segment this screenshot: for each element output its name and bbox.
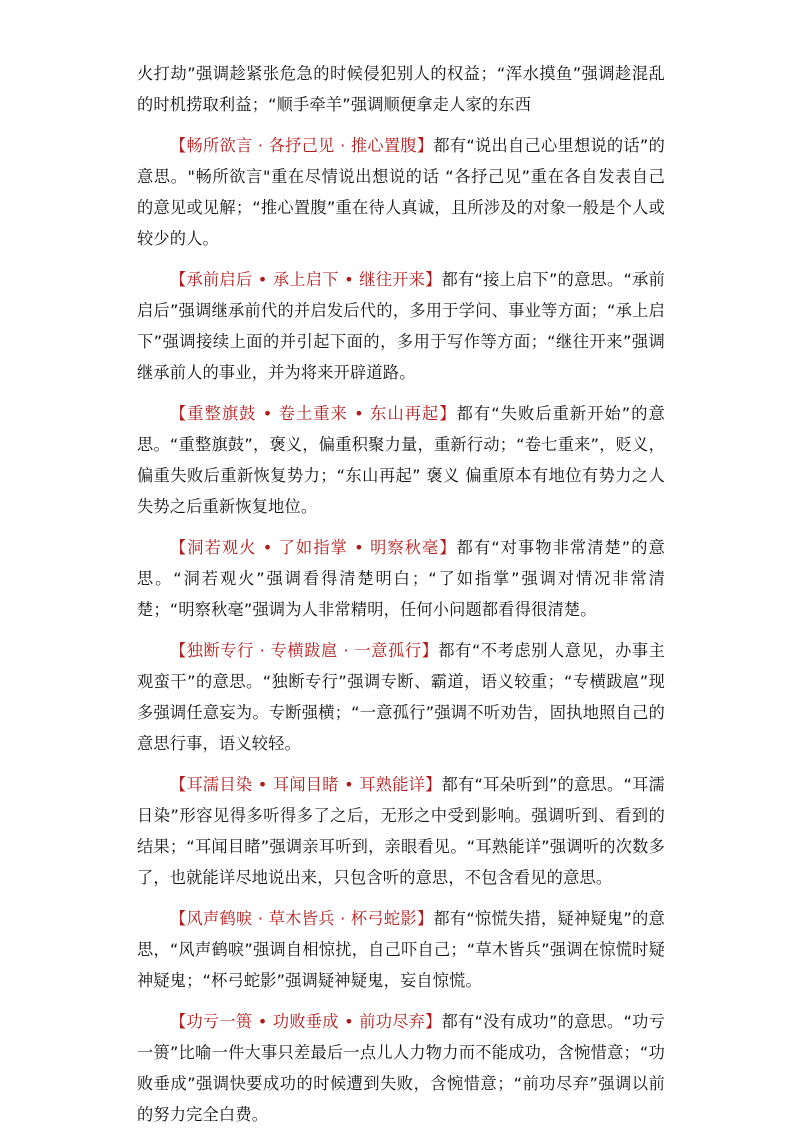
paragraph-text: 都有“惊慌失措，疑神疑鬼”的意思，“风声鹤唳”强调自相惊扰，自己吓自己；“草木皆兵”强调在惊慌时疑神疑鬼；“杯弓蛇影”强调疑神疑鬼，妄自惊慌。 (137, 909, 665, 990)
idiom-group-title: 【独断专行 · 专横跋扈 · 一意孤行】 (170, 641, 439, 660)
idiom-group-title: 【风声鹤唳 · 草木皆兵 · 杯弓蛇影】 (170, 909, 434, 928)
idiom-group-title: 【耳濡目染 • 耳闻目睹 • 耳熟能详】 (170, 775, 442, 794)
paragraph-chengqianqihou (137, 264, 665, 388)
idiom-group-title: 【畅所欲言 · 各抒己见 · 推心置腹】 (170, 136, 434, 155)
document-page (137, 58, 665, 1140)
paragraph-text: 都有“不考虑别人意见，办事主观蛮干”的意思。“独断专行”强调专断、霸道，语义较重；“专横跋扈”现多强调任意妄为。专断强横；“一意孤行”强调不听劝告，固执地照自己的意思行事，语义较轻。 (137, 641, 666, 753)
paragraph-text: 都有“没有成功”的意思。“功亏一篑”比喻一件大事只差最后一点儿人力物力而不能成功，含惋惜意；“功败垂成”强调快要成功的时候遭到失败，含惋惜意；“前功尽弃”强调以前的努力完全白费。 (137, 1012, 665, 1124)
paragraph-dongruoguanhuo (137, 532, 665, 625)
paragraph-duduanzhuanxing (137, 635, 665, 759)
paragraph-continuation (137, 58, 665, 120)
paragraph-text: 都有“接上启下”的意思。“承前启后”强调继承前代的并启发后代的，多用于学问、事业等方面；“承上启下”强调接续上面的并引起下面的，多用于写作等方面；“继往开来”强调继承前人的事业，并为将来开辟道路。 (137, 270, 665, 382)
paragraph-changsuoyuyan (137, 130, 665, 254)
paragraph-erruomuran (137, 769, 665, 893)
idiom-group-title: 【重整旗鼓 • 卷土重来 • 东山再起】 (170, 404, 457, 423)
idiom-group-title: 【承前启后 • 承上启下 • 继往开来】 (170, 270, 442, 289)
paragraph-text: 都有“耳朵听到”的意思。“耳濡日染”形容见得多听得多了之后，无形之中受到影响。强调听到、看到的结果；“耳闻目睹”强调亲耳听到，亲眼看见。“耳熟能详”强调听的次数多了，也就能详尽地说出来，只包含听的意思，不包含看见的意思。 (137, 775, 665, 887)
paragraph-chongzhengqigu (137, 398, 665, 522)
paragraph-text: 火打劫”强调趁紧张危急的时候侵犯别人的权益；“浑水摸鱼”强调趁混乱的时机捞取利益；“顺手牵羊”强调顺便拿走人家的东西 (137, 64, 665, 114)
paragraph-text: 都有“说出自己心里想说的话”的意思。"畅所欲言"重在尽情说出想说的话 “各抒己见”重在各自发表自己的意见或见解；“推心置腹”重在待人真诚，且所涉及的对象一般是个人或较少的人。 (137, 136, 665, 248)
paragraph-text: 都有“对事物非常清楚”的意思。“洞若观火”强调看得清楚明白；“了如指掌”强调对情况非常清楚；“明察秋毫”强调为人非常精明，任何小问题都看得很清楚。 (137, 538, 665, 619)
idiom-group-title: 【功亏一篑 • 功败垂成 • 前功尽弃】 (170, 1012, 442, 1031)
idiom-group-title: 【洞若观火 • 了如指掌 • 明察秋毫】 (170, 538, 457, 557)
paragraph-fengshengheli (137, 903, 665, 996)
paragraph-text: 都有“失败后重新开始”的意思。“重整旗鼓”，褒义，偏重积聚力量，重新行动；“卷七重来”，贬义，偏重失败后重新恢复势力；“东山再起” 褒义 偏重原本有地位有势力之人失势之后重新恢复地位。 (137, 404, 665, 516)
paragraph-gongkuiyikui (137, 1006, 665, 1130)
